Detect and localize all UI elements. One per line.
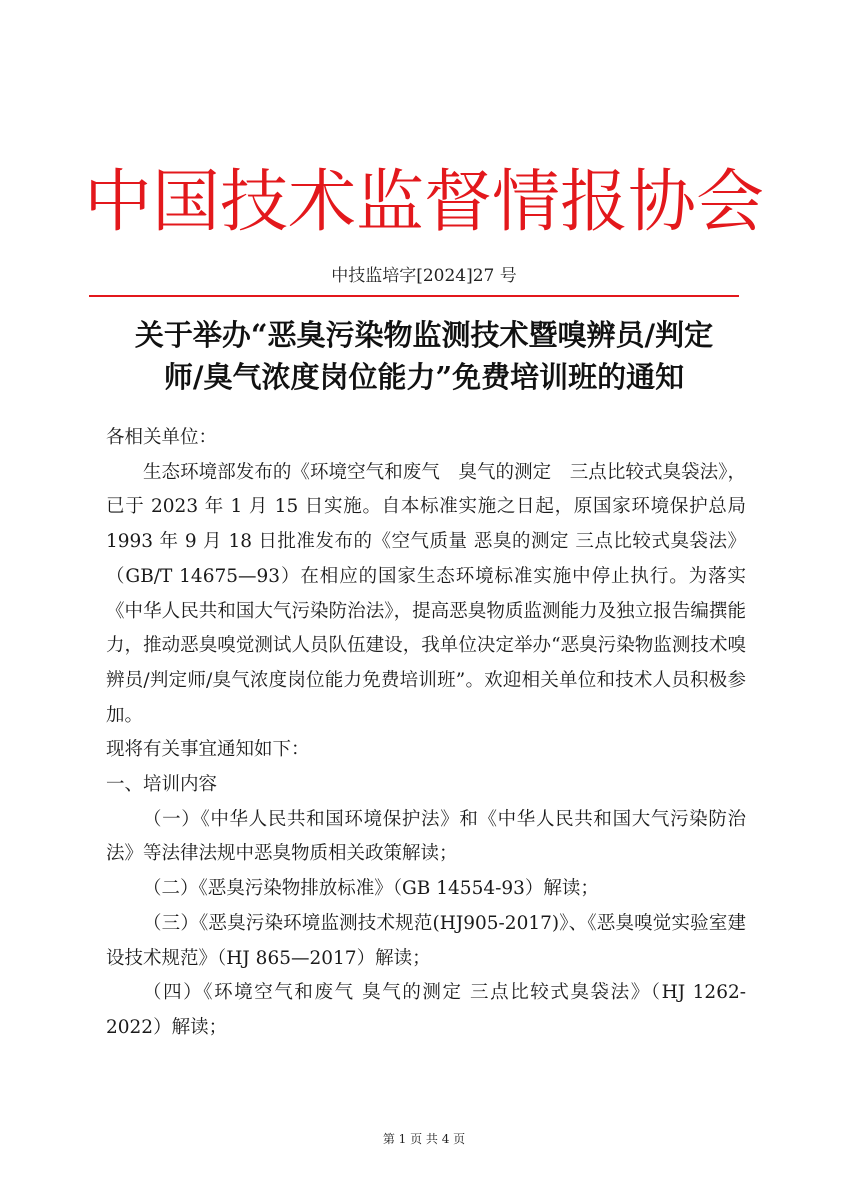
document-body <box>106 421 746 1046</box>
page-number: 第 1 页 共 4 页 <box>382 1132 466 1146</box>
list-item: （三）《恶臭污染环境监测技术规范(HJ905-2017)》、《恶臭嗅觉实验室建设技术规范》（HJ 865—2017）解读； <box>106 912 746 969</box>
list-item: （四）《环境空气和废气 臭气的测定 三点比较式臭袋法》（HJ 1262-2022）解读； <box>106 982 746 1038</box>
document-number: 中技监培字[2024]27 号 <box>331 266 517 286</box>
title-line-1: 关于举办“恶臭污染物监测技术暨嗅辨员/判定 <box>134 318 714 352</box>
title-line-2: 师/臭气浓度岗位能力”免费培训班的通知 <box>163 360 685 394</box>
section-heading: 一、培训内容 <box>106 774 218 796</box>
list-item: （二）《恶臭污染物排放标准》（GB 14554-93）解读； <box>143 878 599 900</box>
document-title <box>60 314 788 398</box>
intro-paragraph: 生态环境部发布的《环境空气和废气 臭气的测定 三点比较式臭袋法》，已于 2023 年 1 月 15 日实施。自本标准实施之日起，原国家环境保护总局 1993 年 9 月 18 日批准发布的《空气质量 恶臭的测定 三点比较式臭袋法》（GB/T 14675—93）在相应的国家生态环境标准实施中停止执行。为落实《中华人民共和国大气污染防治法》，提高恶臭物质监测能力及独立报告编撰能力，推动恶臭嗅觉测试人员队伍建设，我单位决定举办“恶臭污染物监测技术嗅辨员/判定师/臭气浓度岗位能力免费培训班”。欢迎相关单位和技术人员积极参加。 <box>106 461 746 726</box>
letterhead-divider <box>89 295 739 297</box>
list-item: （一）《中华人民共和国环境保护法》和《中华人民共和国大气污染防治法》等法律法规中恶臭物质相关政策解读； <box>106 808 746 865</box>
letterhead-org-name: 中国技术监督情报协会 <box>83 163 764 242</box>
salutation: 各相关单位： <box>106 427 218 448</box>
intro-tail: 现将有关事宜通知如下： <box>106 739 310 761</box>
